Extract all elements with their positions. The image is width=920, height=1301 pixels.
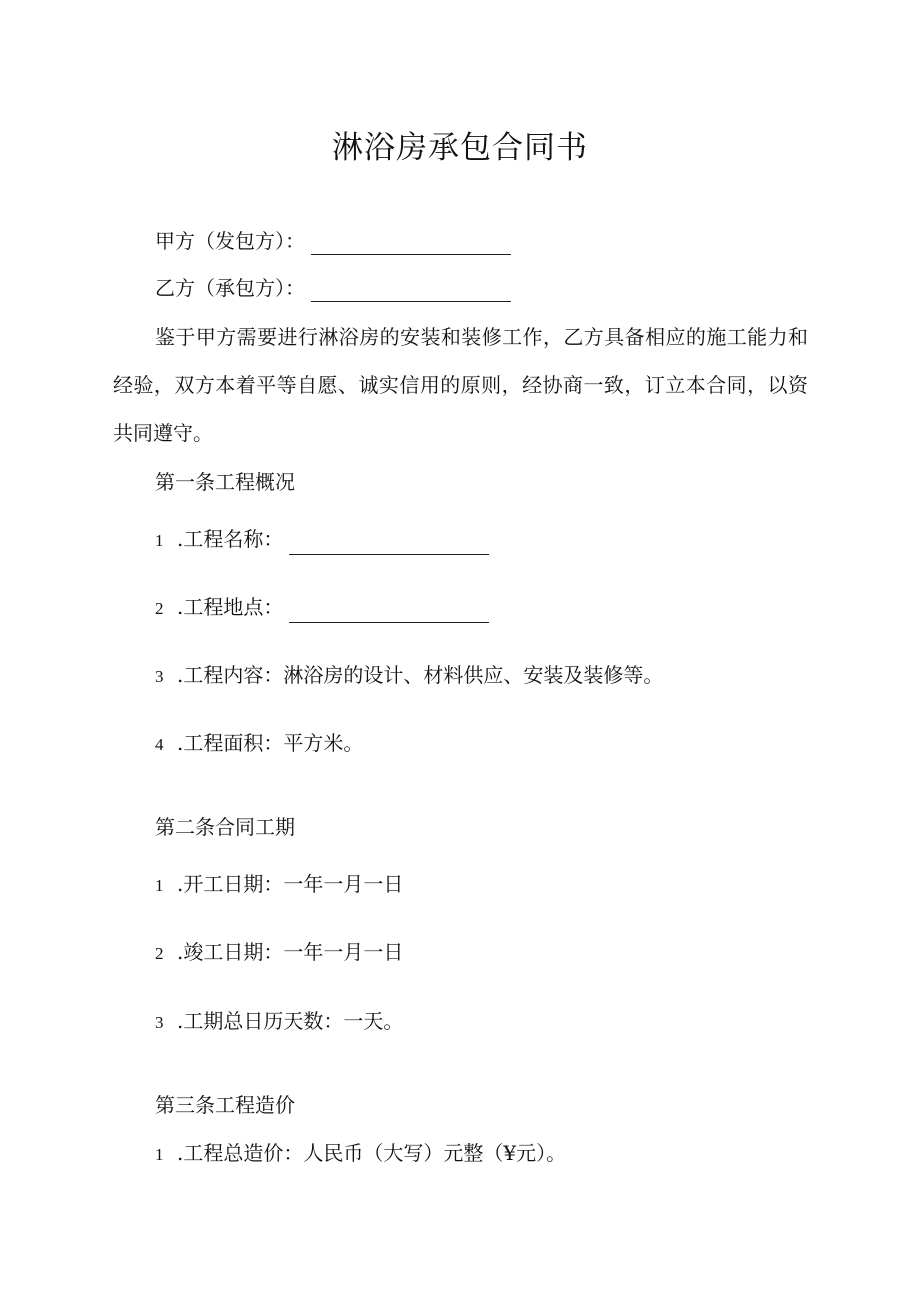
item-text: .工程总造价：人民币（大写）元整（¥元）。 — [177, 1141, 567, 1165]
item-number: 1 — [155, 876, 164, 895]
document-title: 淋浴房承包合同书 — [332, 130, 588, 166]
item-text: .工程名称： — [177, 527, 284, 551]
party-b-blank[interactable] — [311, 283, 511, 302]
article3-heading: 第三条工程造价 — [155, 1093, 295, 1117]
party-a-blank[interactable] — [311, 236, 511, 255]
article1-heading: 第一条工程概况 — [155, 470, 295, 494]
project-name-blank[interactable] — [289, 536, 489, 555]
party-a-line — [155, 227, 511, 255]
article2-item-2 — [155, 938, 403, 968]
article1-item-1 — [155, 525, 489, 555]
item-text: .工程内容：淋浴房的设计、材料供应、安装及装修等。 — [177, 663, 664, 687]
party-a-label: 甲方（发包方）： — [155, 229, 305, 253]
party-b-label: 乙方（承包方）： — [155, 276, 305, 300]
item-text: .工程地点： — [177, 595, 284, 619]
item-text: .工期总日历天数：一天。 — [177, 1009, 404, 1033]
article1-item-3 — [155, 661, 663, 691]
article3-item-1 — [155, 1139, 566, 1169]
item-number: 2 — [155, 944, 164, 963]
article2-item-1 — [155, 870, 403, 900]
item-number: 3 — [155, 667, 164, 686]
item-text: .竣工日期：一年一月一日 — [177, 940, 404, 964]
article1-item-2 — [155, 593, 489, 623]
item-number: 1 — [155, 1145, 164, 1164]
project-location-blank[interactable] — [289, 604, 489, 623]
party-b-line — [155, 274, 511, 302]
item-text: .开工日期：一年一月一日 — [177, 872, 404, 896]
article2-heading: 第二条合同工期 — [155, 815, 295, 839]
item-number: 4 — [155, 735, 164, 754]
item-number: 3 — [155, 1013, 164, 1032]
item-number: 2 — [155, 599, 164, 618]
article2-item-3 — [155, 1007, 403, 1037]
item-number: 1 — [155, 531, 164, 550]
article1-item-4 — [155, 729, 363, 759]
item-text: .工程面积：平方米。 — [177, 731, 364, 755]
preamble-paragraph: 鉴于甲方需要进行淋浴房的安装和装修工作，乙方具备相应的施工能力和经验，双方本着平等自愿、诚实信用的原则，经协商一致，订立本合同，以资共同遵守。 — [113, 325, 808, 445]
